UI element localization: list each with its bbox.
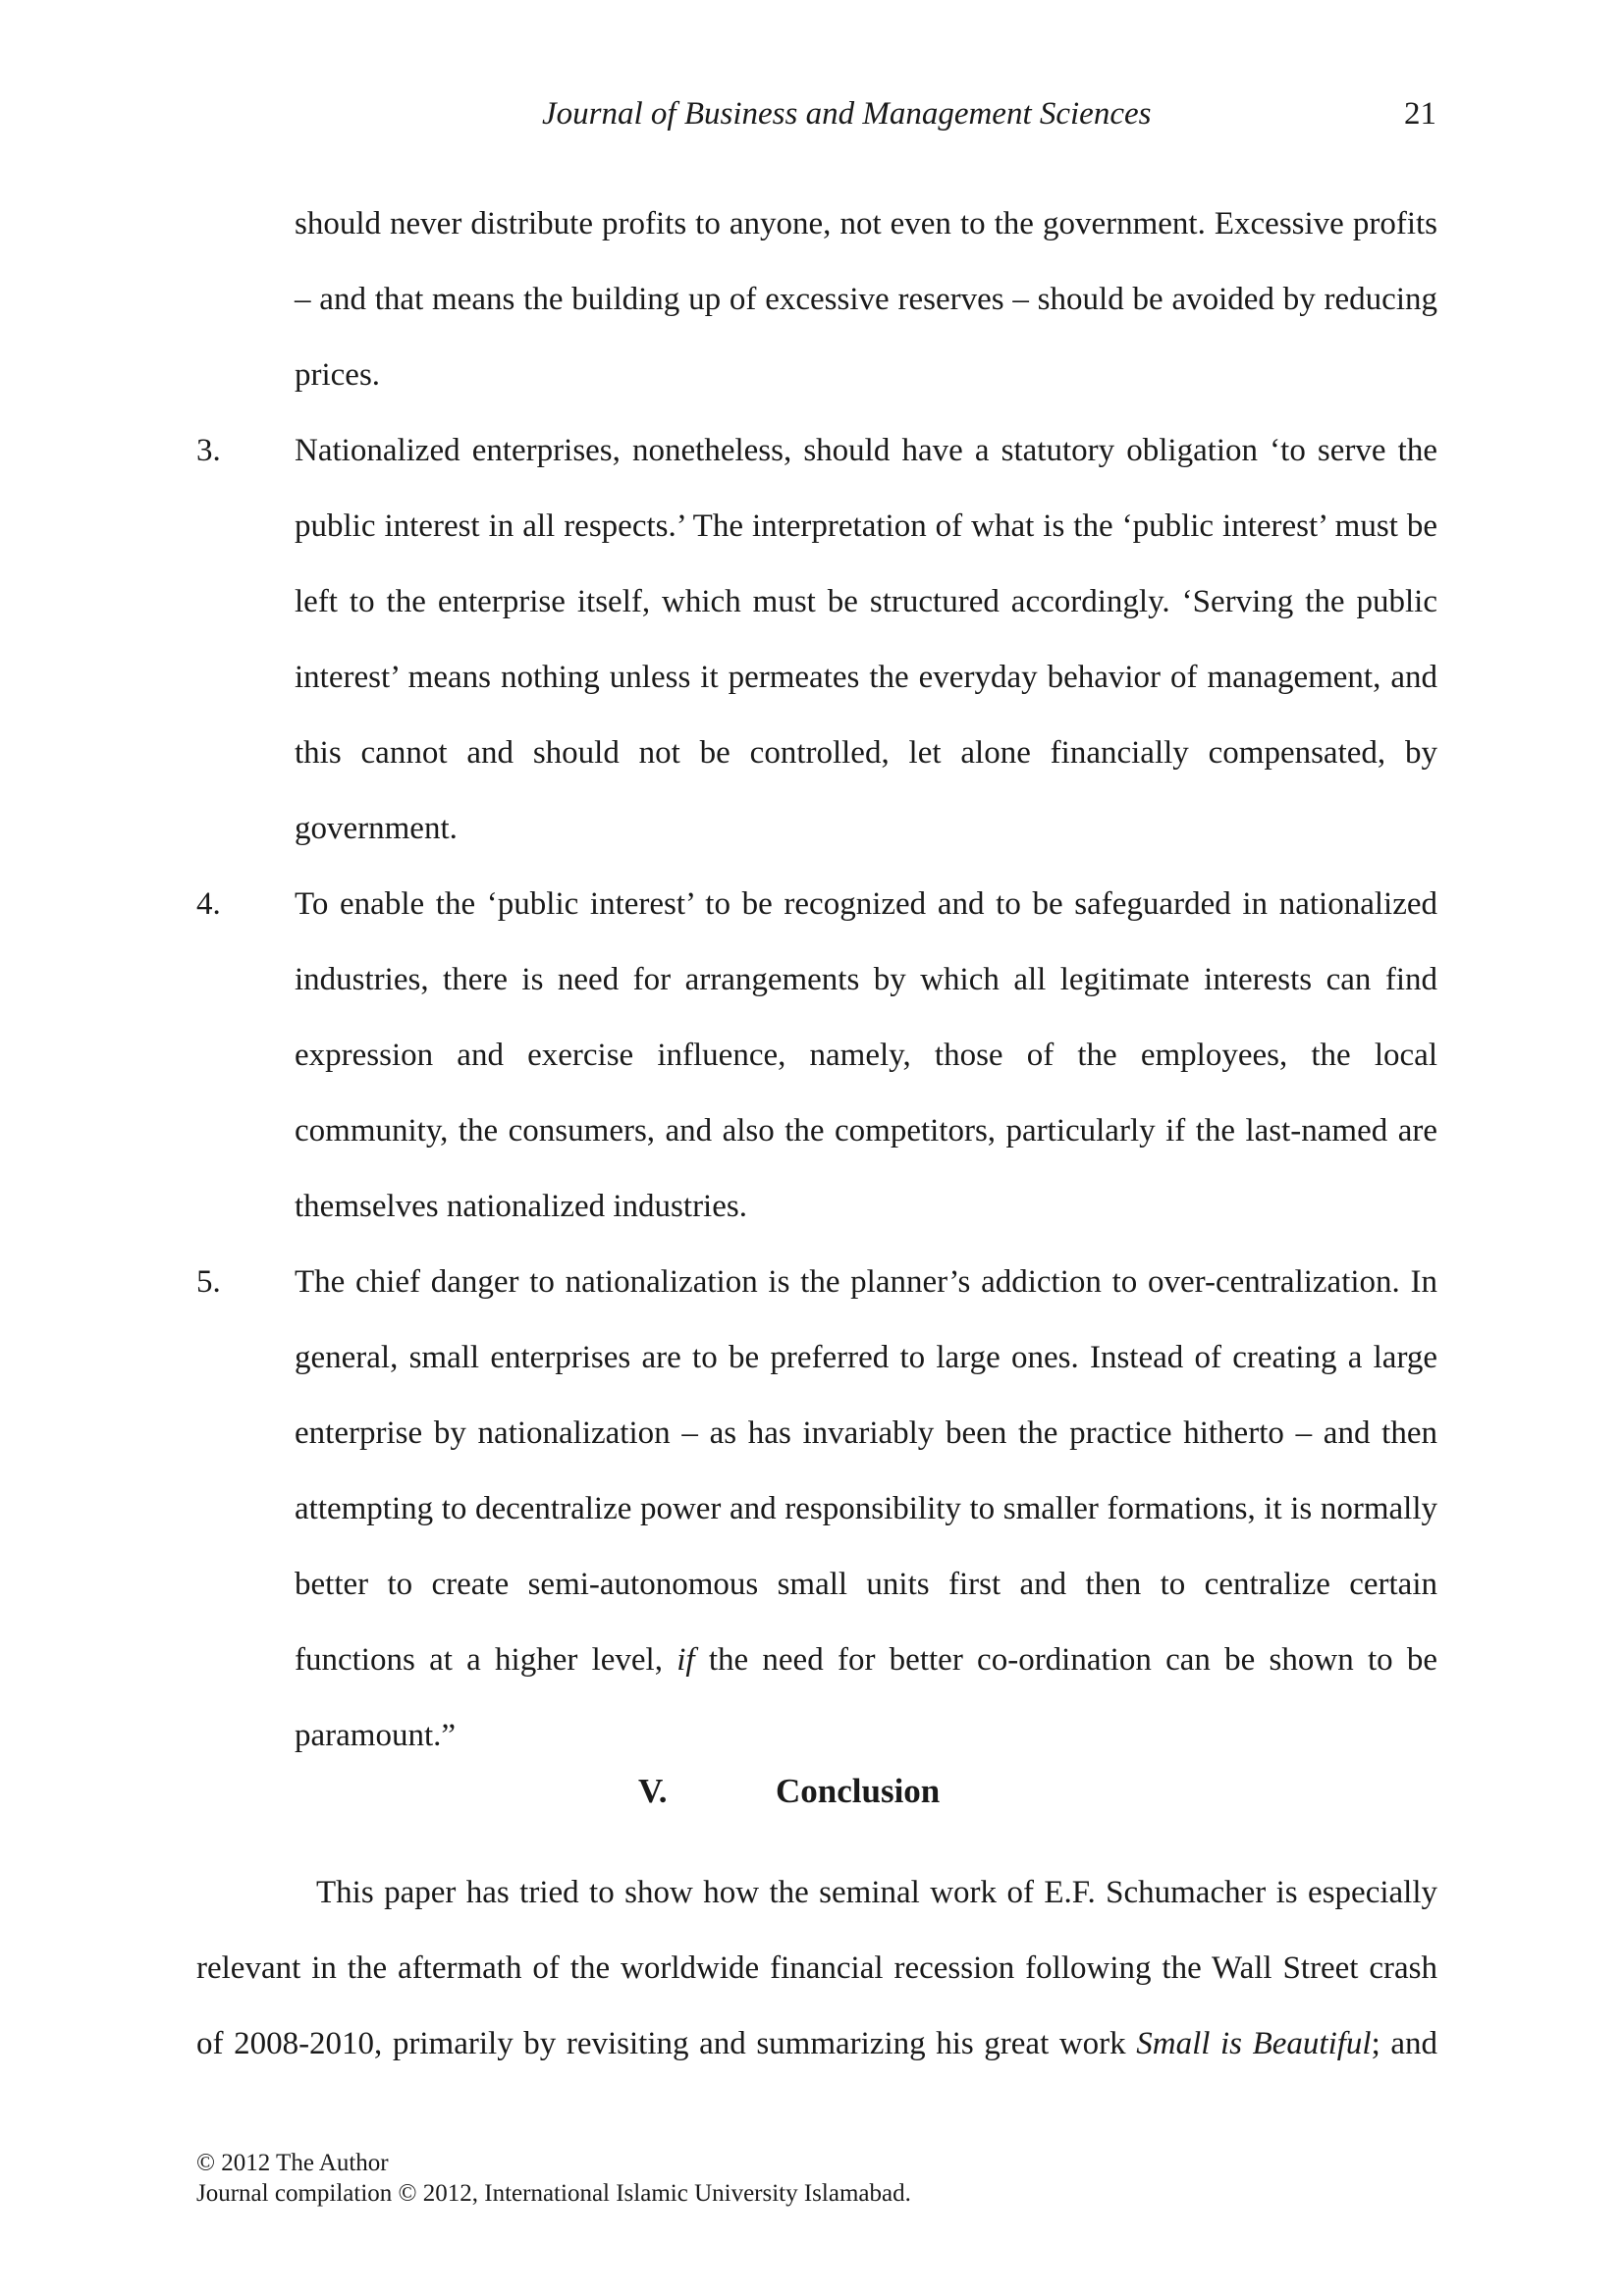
italic-emphasis: if — [676, 1642, 695, 1678]
conclusion-paragraph: This paper has tried to show how the seminal work of E.F. Schumacher is especially relevant in the aftermath of the worldwide financial recession following the Wall Street crash of 2008-2010, primarily by revisiting and summarizing his great work Small is Beautiful; and — [196, 1875, 1437, 2061]
list-item — [196, 413, 1437, 867]
running-header — [0, 96, 1623, 145]
list-item-text: Nationalized enterprises, nonetheless, should have a statutory obligation ‘to serve the public interest in all respects.’ The interpretation of what is the ‘public interest’ must be left to the enterprise itself, which must be structured accordingly. ‘Serving the public interest’ means nothing unless it permeates the everyday behavior of management, and this cannot and should not be controlled, let alone financially compensated, by government. — [295, 433, 1437, 846]
book-title: Small is Beautiful — [1136, 2026, 1372, 2061]
list-item — [196, 867, 1437, 1245]
list-item-text: To enable the ‘public interest’ to be recognized and to be safeguarded in nationalized industries, there is need for arrangements by which all legitimate interests can find expression and exercise influence, namely, those of the employees, the local community, the consumers, and also the competitors, particularly if the last-named are themselves nationalized industries. — [295, 886, 1437, 1224]
continued-paragraph: should never distribute profits to anyone, not even to the government. Excessive profits – and that means the building up of excessive reserves – should be avoided by reducing prices. — [295, 206, 1437, 393]
journal-title: Journal of Business and Management Sciences — [542, 96, 1152, 132]
section-heading — [0, 1772, 1623, 1850]
list-item-number: 5. — [196, 1264, 221, 1300]
copyright-line: © 2012 The Author — [196, 2150, 389, 2176]
section-title: Conclusion — [776, 1772, 941, 1810]
page-number: 21 — [1404, 96, 1436, 132]
journal-compilation-line: Journal compilation © 2012, International Islamic University Islamabad. — [196, 2180, 911, 2207]
list-item-text: The chief danger to nationalization is the planner’s addiction to over-centralization. In general, small enterprises are to be preferred to large ones. Instead of creating a large enterprise by nationalization – as has invariably been the practice hitherto – and then attempting to decentralize power and responsibility to smaller formations, it is normally better to create semi-autonomous small units first and then to centralize certain functions at a higher level, if the need for better co-ordination can be shown to be paramount.” — [295, 1264, 1438, 1753]
section-number: V. — [638, 1772, 668, 1810]
list-item-number: 4. — [196, 886, 221, 922]
list-item-number: 3. — [196, 433, 221, 468]
body-text — [196, 187, 1437, 1774]
list-item — [196, 1245, 1437, 1774]
page-footer — [196, 2148, 911, 2209]
